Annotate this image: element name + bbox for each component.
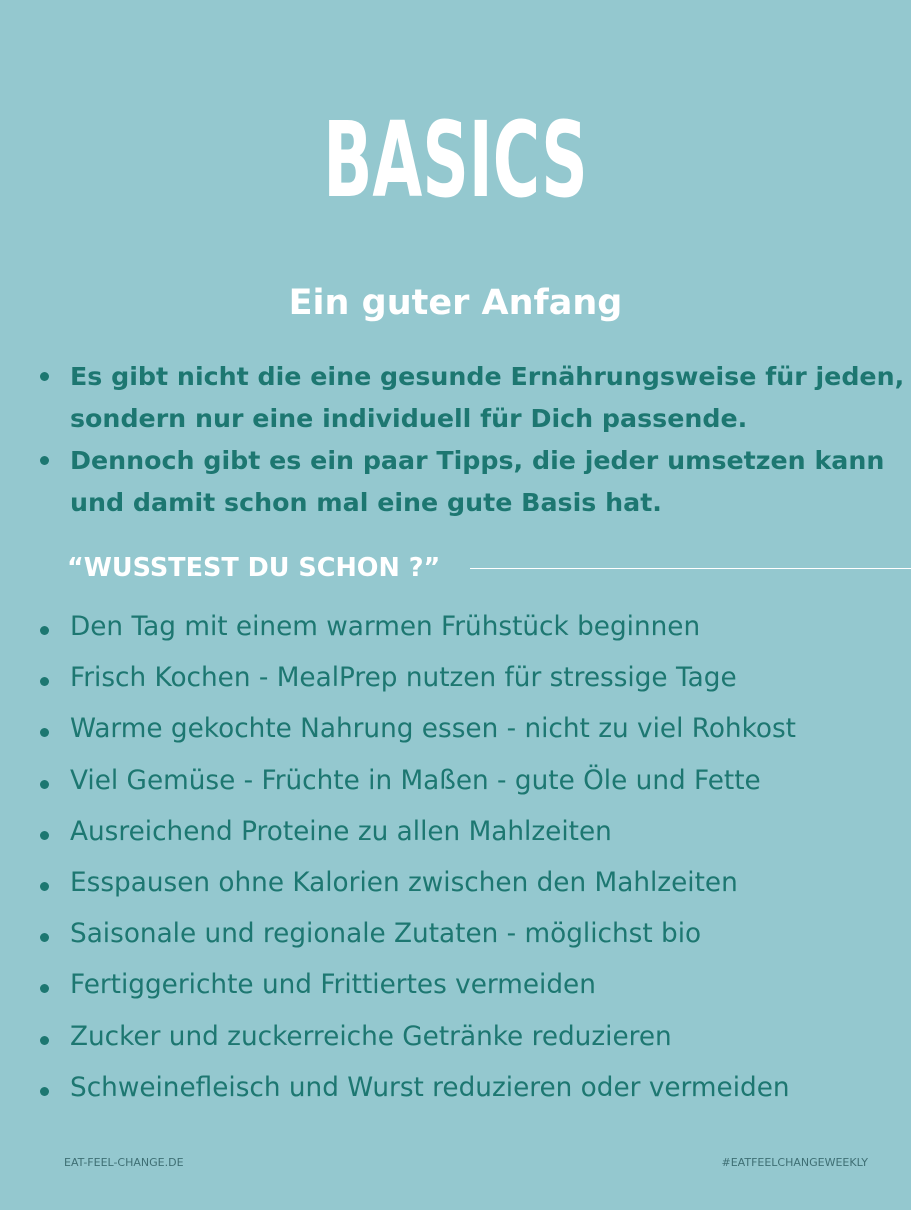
tip-item [40,909,900,960]
tip-item [40,653,900,704]
bullet-icon [40,933,49,942]
intro-item [40,440,890,524]
tip-item [40,756,900,807]
bullet-icon [40,626,49,635]
bullet-icon [40,984,49,993]
footer-hashtag: #EATFEELCHANGEWEEKLY [721,1156,868,1169]
tip-text: Fertiggerichte und Frittiertes vermeiden [70,970,596,1001]
intro-item-line: und damit schon mal eine gute Basis hat. [70,488,662,517]
section-heading: “WUSSTEST DU SCHON ?” [67,553,441,583]
tips-list [40,602,900,1114]
tip-item [40,1012,900,1063]
intro-list [40,356,905,524]
tip-text: Frisch Kochen - MealPrep nutzen für stressige Tage [70,663,737,694]
page-subtitle: Ein guter Anfang [288,283,623,323]
tip-text: Ausreichend Proteine zu allen Mahlzeiten [70,816,612,847]
bullet-icon [40,780,49,789]
tip-text: Schweinefleisch und Wurst reduzieren oder vermeiden [70,1072,790,1103]
tip-text: Viel Gemüse - Früchte in Maßen - gute Öle und Fette [70,765,761,796]
tip-text: Zucker und zuckerreiche Getränke reduzieren [70,1021,672,1052]
tip-text: Warme gekochte Nahrung essen - nicht zu viel Rohkost [70,714,796,745]
tip-text: Saisonale und regionale Zutaten - möglichst bio [70,919,702,950]
bullet-icon [40,728,49,737]
intro-item [40,356,905,440]
tip-item [40,602,900,653]
intro-item-line: Dennoch gibt es ein paar Tipps, die jeder umsetzen kann [70,446,885,475]
bullet-icon [40,1036,49,1045]
bullet-icon [40,1087,49,1096]
bullet-icon [40,882,49,891]
intro-item-line: Es gibt nicht die eine gesunde Ernährungsweise für jeden, [70,362,905,391]
bullet-icon [40,456,49,465]
tip-item [40,704,900,755]
intro-item-line: sondern nur eine individuell für Dich passende. [70,404,748,433]
bullet-icon [40,831,49,840]
tip-item [40,807,900,858]
tip-text: Esspausen ohne Kalorien zwischen den Mahlzeiten [70,868,738,899]
tip-text: Den Tag mit einem warmen Frühstück beginnen [70,612,701,642]
page-title: BASICS [323,99,588,221]
tip-item [40,960,900,1011]
tip-item [40,858,900,909]
footer-website: EAT-FEEL-CHANGE.DE [64,1156,184,1169]
bullet-icon [40,677,49,686]
tip-item [40,1063,900,1114]
bullet-icon [40,372,49,381]
section-divider [470,568,911,569]
